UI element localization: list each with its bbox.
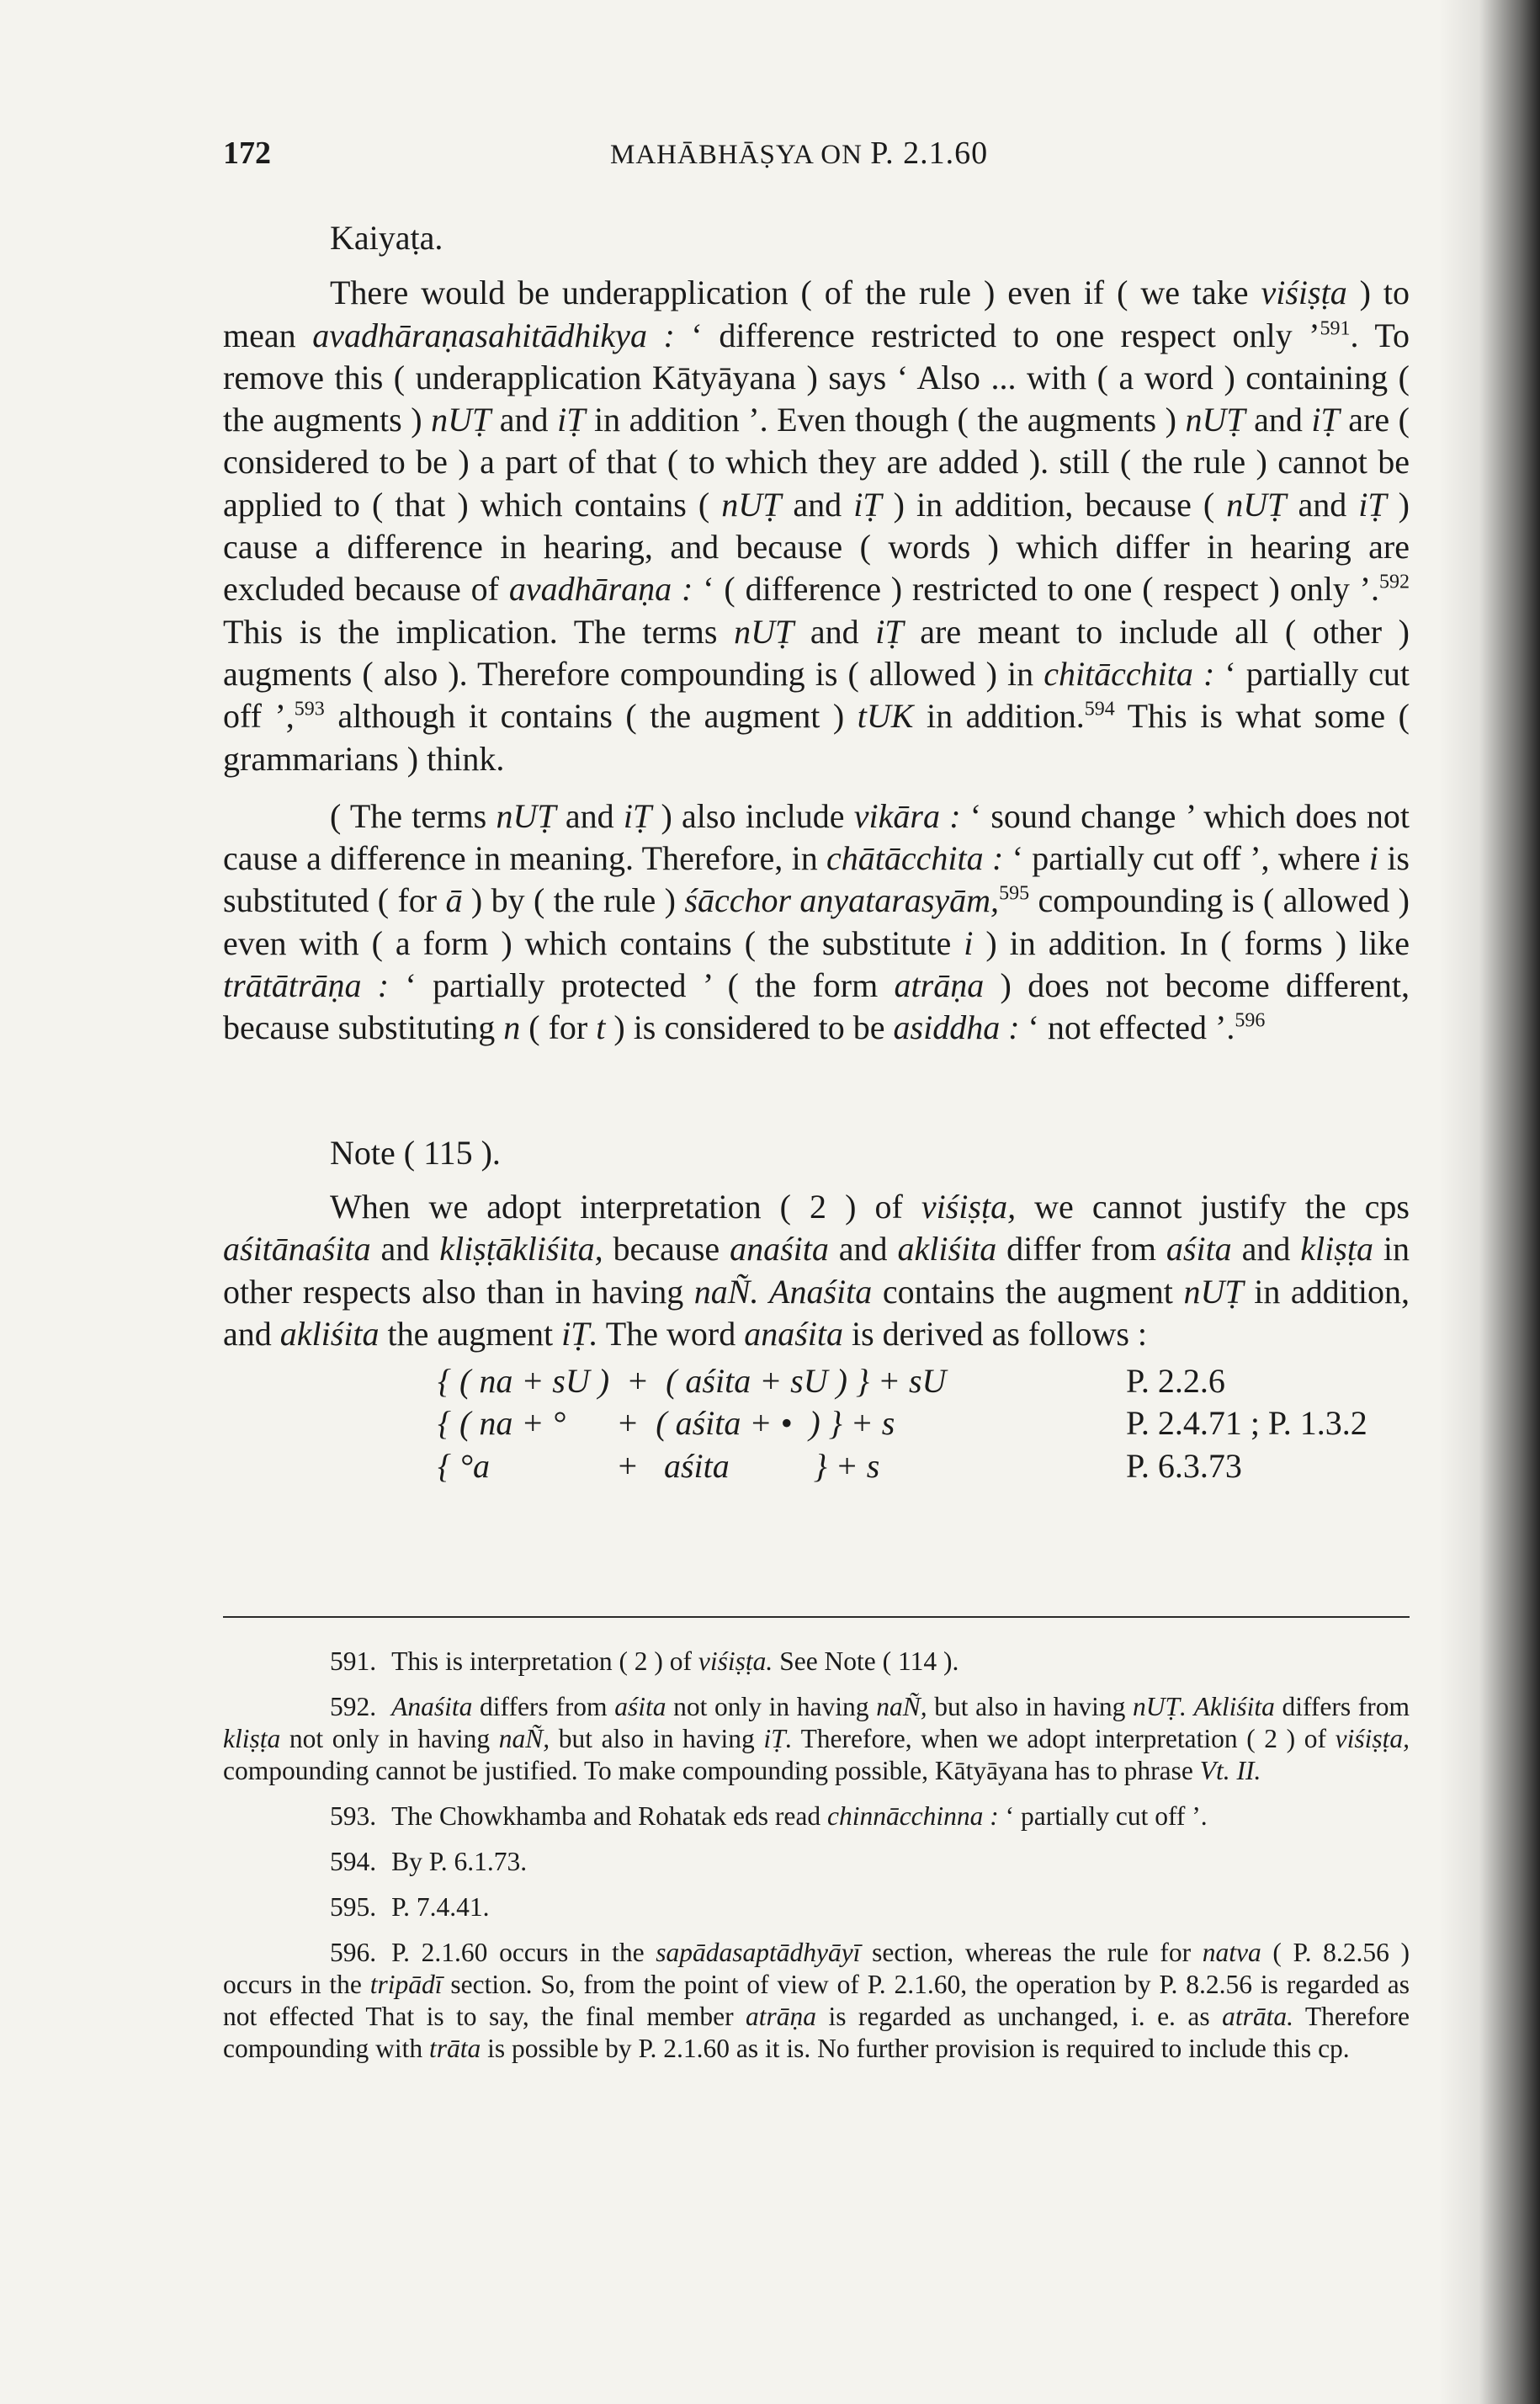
text-run: ( P. 8.2.56 ) occurs in the [223,1938,1410,1999]
footnote-divider [223,1616,1410,1618]
text-run: Therefore compounding with [223,2002,1410,2063]
sanskrit-term: aśitānaśita [223,1230,371,1268]
sanskrit-term: akliśita [897,1230,997,1268]
footnote-594 [223,1846,1410,1878]
note-paragraph [223,1186,1410,1355]
sanskrit-term: iṬ [557,401,586,439]
sanskrit-term: chitācchita : [1043,654,1215,693]
footnote-number: 592. [330,1692,377,1721]
derivation-rule-ref: P. 2.4.71 ; P. 1.3.2 [1126,1404,1367,1443]
sanskrit-term: nUṬ [431,401,491,439]
sanskrit-term: naÑ, [876,1692,927,1721]
sanskrit-term: akliśita [279,1314,380,1353]
sanskrit-term: viśiṣṭa, [1335,1724,1410,1753]
text-run: ) in addition. In ( forms ) like [973,923,1410,962]
text-run: Therefore, when we adopt interpretation ( 2 ) of [792,1724,1336,1753]
text-run: in other respects also than in having [223,1230,1410,1311]
text-run: The Chowkhamba and Rohatak eds read [391,1801,827,1831]
footnote-ref: 591 [1320,317,1351,340]
text-run: although it contains ( the augment ) [324,697,858,736]
text-run: ‘ not effected ’. [1019,1008,1235,1047]
sanskrit-term: iṬ [1311,401,1340,439]
text-run: There would be underapplication ( of the rule ) even if ( we take [330,274,1261,312]
text-run: See Note ( 114 ). [773,1646,959,1676]
text-run: ) in addition, because ( [881,485,1227,524]
sanskrit-term: chātācchita : [826,839,1004,878]
text-run: ) to mean [223,274,1410,354]
text-run: in addition. [913,697,1085,736]
sanskrit-term: kliṣṭa [223,1724,281,1753]
text-run: not only in having [666,1692,877,1721]
text-run: and [794,612,876,651]
sanskrit-term: Akliśita [1193,1692,1275,1721]
sanskrit-term: tripādī [369,1970,443,1999]
text-run: and [828,1230,898,1268]
text-run: the augment [379,1314,562,1353]
text-run: ) is considered to be [605,1008,894,1047]
page-number: 172 [223,136,271,171]
derivation-table [223,1360,1410,1487]
sanskrit-term: trātātrāṇa : [223,966,390,1005]
text-run: . To remove this ( underapplication Kātyāyana ) says ‘ Also ... with ( a word ) containing ( the augments ) [223,316,1410,439]
sanskrit-term: n [503,1008,521,1047]
sanskrit-term: nUṬ. [1133,1692,1187,1721]
text-run: ‘ sound change ’ which does not cause a difference in meaning. Therefore, in [223,796,1410,878]
sanskrit-term: atrāṇa [746,2002,817,2031]
sanskrit-term: Vt. II. [1199,1756,1261,1785]
text-run: we cannot justify the cps [1016,1187,1410,1226]
text-run: and [370,1230,440,1268]
footnote-ref: 594 [1084,698,1115,721]
sanskrit-term: viśiṣṭa [1261,274,1347,312]
text-run: is regarded as unchanged, i. e. as [816,2002,1223,2031]
sanskrit-term: iṬ [623,796,652,835]
text-run: This is interpretation ( 2 ) of [391,1646,698,1676]
sanskrit-term: sapādasaptādhyāyī [656,1938,861,1967]
footnote-ref: 592 [1379,572,1410,594]
text-run [758,1273,769,1311]
text-run: and [491,401,558,439]
text-run: in addition ’. Even though ( the augments ) [585,401,1186,439]
running-title [610,135,988,172]
sanskrit-term: natva [1202,1938,1261,1967]
text-run: ‘ ( difference ) restricted to one ( respect ) only ’. [693,570,1379,609]
sanskrit-term: atrāta. [1222,2002,1293,2031]
sanskrit-term: Anaśita [769,1272,873,1311]
derivation-rule-ref: P. 6.3.73 [1126,1446,1242,1485]
commentary-paragraph-1 [223,272,1410,780]
text-run: ‘ partially cut off ’, where [1003,839,1369,878]
footnote-ref: 595 [999,883,1030,906]
text-run: differs from [1274,1692,1410,1721]
sanskrit-term: nUṬ [1226,485,1287,524]
text-run: compounding cannot be justified. To make compounding possible, Kātyāyana has to phrase [223,1756,1200,1785]
sanskrit-term: viśiṣṭa, [921,1187,1017,1226]
text-run: is substituted ( for [223,839,1410,920]
sanskrit-term: nUṬ [734,612,794,651]
text-run: This is the implication. The terms [223,612,735,651]
footnote-number: 594. [330,1847,377,1876]
text-run: When we adopt interpretation ( 2 ) of [330,1187,921,1226]
text-run: are meant to include all ( other ) augments ( also ). Therefore compounding is ( allowed ) in [223,612,1410,693]
footnote-592 [223,1691,1410,1787]
text-run: is derived as follows : [842,1314,1148,1353]
sanskrit-term: śācchor anyatarasyām, [684,881,1000,920]
text-run: P. 7.4.41. [391,1892,490,1922]
footnote-number: 591. [330,1646,377,1676]
sanskrit-term: avadhāraṇasahitādhikya : [312,316,675,354]
sanskrit-term: viśiṣṭa. [698,1646,773,1676]
footnote-596 [223,1937,1410,2065]
sanskrit-term: iṬ. [763,1724,793,1753]
sanskrit-term: t [596,1008,606,1047]
derivation-expression: { °a + aśita } + s [438,1446,880,1485]
page-header [223,135,1410,185]
text-run: compounding is ( allowed ) even with ( a form ) which contains ( the substitute [223,881,1410,962]
text-run: The word [597,1314,745,1353]
text-run: P. 2.1.60 occurs in the [391,1938,656,1967]
commentary-paragraph-2 [223,795,1410,1050]
text-run: and [1286,485,1359,524]
text-run: ) also include [651,796,854,835]
derivation-row [223,1360,1410,1402]
footnote-ref: 593 [294,698,325,721]
text-run: and [555,796,624,835]
footnotes [223,1646,1410,2078]
sanskrit-term: i [964,923,974,962]
text-run: This is what some ( grammarians ) think. [223,697,1410,778]
commentary-heading: Kaiyaṭa. [330,219,443,257]
sanskrit-term: chinnācchinna : [826,1801,999,1831]
footnote-595 [223,1891,1410,1923]
text-run: and [1245,401,1312,439]
footnote-591 [223,1646,1410,1678]
text-run: ) does not become different, because substituting [223,966,1410,1047]
text-run: and [1231,1230,1301,1268]
text-run: differs from [472,1692,615,1721]
sanskrit-term: avadhāraṇa : [508,570,693,609]
sanskrit-term: nUṬ [496,796,556,835]
footnote-number: 595. [330,1892,377,1922]
sanskrit-term: iṬ [853,485,882,524]
derivation-rule-ref: P. 2.2.6 [1126,1362,1225,1401]
sanskrit-term: aśita [1166,1230,1232,1268]
sanskrit-term: atrāṇa [894,966,985,1005]
sanskrit-term: nUṬ [1183,1272,1244,1311]
sanskrit-term: Anaśita [391,1692,473,1721]
derivation-expression: { ( na + ° + ( aśita + • ) } + s [438,1404,895,1443]
footnote-number: 593. [330,1801,377,1831]
text-run: By P. 6.1.73. [391,1847,528,1876]
text-run: section. So, from the point of view of P. 2.1.60, the operation by P. 8.2.56 is regarded as not effected That is to say, the final member [223,1970,1410,2031]
text-run [1187,1692,1194,1721]
running-title-text: MAHĀBHĀṢYA ON [610,140,863,170]
text-run: section, whereas the rule for [860,1938,1203,1967]
text-run: ( The terms [330,796,497,835]
sanskrit-term: naÑ, [498,1724,550,1753]
text-run: ‘ partially protected ’ ( the form [389,966,895,1005]
section-ref: P. 2.1.60 [870,136,989,171]
sanskrit-term: ā [445,881,463,920]
sanskrit-term: i [1368,839,1378,878]
sanskrit-term: asiddha : [893,1008,1020,1047]
text-run: are ( considered to be ) a part of that ( to which they are added ). still ( the rule ) cannot be applied to ( that ) which contains ( [223,401,1410,524]
text-run: ‘ partially cut off ’. [998,1801,1208,1831]
sanskrit-term: trāta [429,2034,481,2063]
derivation-expression: { ( na + sU ) + ( aśita + sU ) } + sU [438,1362,947,1401]
page-edge-shadow [1439,0,1540,2404]
text-run: because [603,1230,730,1268]
text-run: ) by ( the rule ) [462,881,685,920]
main-text [223,217,1410,1487]
footnote-593 [223,1800,1410,1832]
text-run: contains the augment [872,1272,1184,1311]
text-run: ) cause a difference in hearing, and because ( words ) which differ in hearing are excluded because of [223,485,1410,609]
footnote-ref: 596 [1235,1010,1266,1033]
text-run: differ from [996,1230,1166,1268]
text-run: ‘ partially cut off ’, [223,654,1410,736]
sanskrit-term: iṬ [1358,485,1387,524]
sanskrit-term: kliṣṭākliśita, [439,1230,603,1268]
sanskrit-term: naÑ. [693,1272,759,1311]
sanskrit-term: nUṬ [721,485,782,524]
sanskrit-term: anaśita [730,1230,829,1268]
sanskrit-term: vikāra : [853,796,961,835]
note-heading: Note ( 115 ). [330,1133,501,1172]
text-run: ( for [520,1008,597,1047]
derivation-row [223,1445,1410,1487]
sanskrit-term: nUṬ [1185,401,1245,439]
text-run: not only in having [280,1724,499,1753]
sanskrit-term: tUK [857,697,914,736]
text-run: but also in having [550,1724,764,1753]
derivation-row [223,1402,1410,1444]
sanskrit-term: aśita [614,1692,666,1721]
text-run: in addition, and [223,1272,1410,1353]
footnote-number: 596. [330,1938,377,1967]
sanskrit-term: iṬ. [561,1314,598,1353]
sanskrit-term: anaśita [744,1314,843,1353]
sanskrit-term: iṬ [875,612,904,651]
text-run: is possible by P. 2.1.60 as it is. No further provision is required to include this cp. [481,2034,1350,2063]
sanskrit-term: kliṣṭa [1300,1230,1373,1268]
text-run: ‘ difference restricted to one respect only ’ [674,316,1320,354]
text-run: and [781,485,854,524]
text-run: but also in having [927,1692,1134,1721]
